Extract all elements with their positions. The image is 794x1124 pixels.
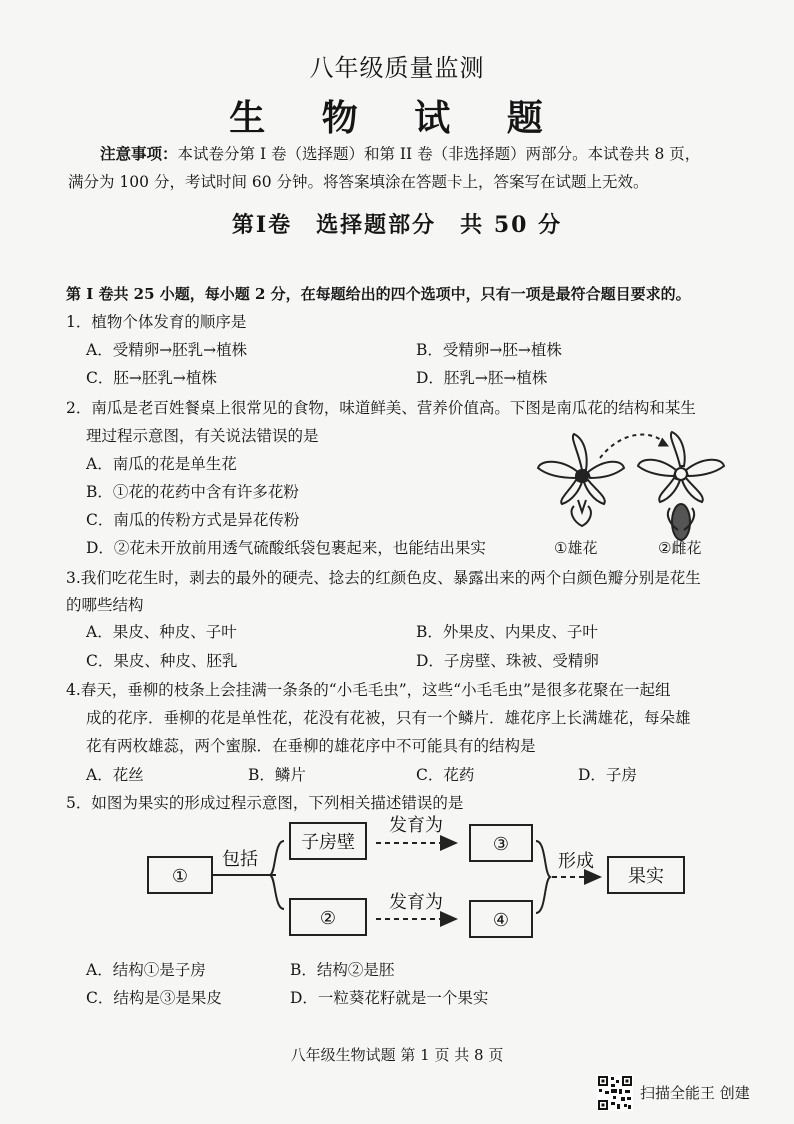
notice-text-1: 本试卷分第 I 卷（选择题）和第 II 卷（非选择题）两部分。本试卷共 8 页， [177,145,701,163]
q4-option-d: D．子房 [578,766,637,784]
diagram-label-2: ② [319,908,337,929]
q3-stem-2: 的哪些结构 [66,596,144,614]
q4-stem-1: 4.春天，垂柳的枝条上会挂满一条条的“小毛毛虫”，这些“小毛毛虫”是很多花聚在一起组 [66,681,671,699]
q4-option-b: B．鳞片 [248,766,306,784]
q5-option-b: B．结构②是胚 [290,961,395,979]
notice-line-1 [68,140,748,168]
q4-option-c: C．花药 [416,766,475,784]
scanner-watermark: 扫描全能王 创建 [640,1084,750,1102]
q5-option-a: A．结构①是子房 [86,961,206,979]
q2-stem-2: 理过程示意图，有关说法错误的是 [86,427,319,445]
q5-option-c: C．结构是③是果皮 [86,989,222,1007]
q4-option-a: A．花丝 [86,766,144,784]
q1-option-d: D．胚乳→胚→植株 [416,369,548,387]
exam-subtitle: 八年级质量监测 [309,54,485,82]
diagram-label-fruit: 果实 [628,866,664,887]
q2-stem-1: 2．南瓜是老百姓餐桌上很常见的食物，味道鲜美、营养价值高。下图是南瓜花的结构和某生 [66,399,696,417]
q2-option-d: D．②花未开放前用透气硫酸纸袋包裹起来，也能结出果实 [86,539,486,557]
q4-stem-2: 成的花序．垂柳的花是单性花，花没有花被，只有一个鳞片．雄花序上长满雄花，每朵雄 [86,709,691,727]
figure-label-male: ①雄花 [554,539,598,557]
q3-option-b: B．外果皮、内果皮、子叶 [416,623,598,641]
q1-stem: 1．植物个体发育的顺序是 [66,313,247,331]
diagram-label-4: ④ [492,910,510,931]
section-intro: 第 I 卷共 25 小题，每小题 2 分，在每题给出的四个选项中，只有一项是最符合题目要求的。 [66,285,691,303]
section-title: 第Ⅰ卷 选择题部分 共 50 分 [231,212,563,238]
diagram-label-ovary-wall: 子房壁 [301,832,355,853]
q3-option-d: D．子房壁、珠被、受精卵 [416,652,599,670]
q5-option-d: D．一粒葵花籽就是一个果实 [290,989,489,1007]
figure-label-female: ②雌花 [658,539,702,557]
q3-stem-1: 3.我们吃花生时，剥去的最外的硬壳、捻去的红颜色皮、暴露出来的两个白颜色瓣分别是花生 [66,569,701,587]
male-flower-icon [538,434,624,526]
q5-stem: 5．如图为果实的形成过程示意图，下列相关描述错误的是 [66,794,464,812]
qr-code-icon [597,1075,633,1111]
notice-label: 注意事项： [100,144,178,163]
page-footer: 八年级生物试题 第 1 页 共 8 页 [290,1046,504,1064]
pollination-arrow-icon [600,435,666,458]
notice-line-2: 满分为 100 分，考试时间 60 分钟。将答案填涂在答题卡上，答案写在试题上无效。 [68,173,649,191]
exam-title: 生 物 试 题 [229,97,565,139]
q3-option-c: C．果皮、种皮、胚乳 [86,652,238,670]
diagram-label-3: ③ [492,834,510,855]
q3-option-a: A．果皮、种皮、子叶 [86,623,237,641]
diagram-label-1: ① [171,866,189,887]
diagram-label-include: 包括 [222,849,258,870]
q2-option-a: A．南瓜的花是单生花 [86,455,237,473]
q1-option-a: A．受精卵→胚乳→植株 [86,341,248,359]
diagram-label-form: 形成 [558,851,594,872]
q1-option-c: C．胚→胚乳→植株 [86,369,217,387]
diagram-label-develop-1: 发育为 [389,815,443,836]
q4-stem-3: 花有两枚雄蕊，两个蜜腺．在垂柳的雄花序中不可能具有的结构是 [86,737,536,755]
female-flower-icon [638,432,724,540]
q1-option-b: B．受精卵→胚→植株 [416,341,562,359]
fruit-formation-diagram [140,815,700,950]
q2-option-b: B．①花的花药中含有许多花粉 [86,483,299,501]
diagram-label-develop-2: 发育为 [389,892,443,913]
q2-option-c: C．南瓜的传粉方式是异花传粉 [86,511,300,529]
